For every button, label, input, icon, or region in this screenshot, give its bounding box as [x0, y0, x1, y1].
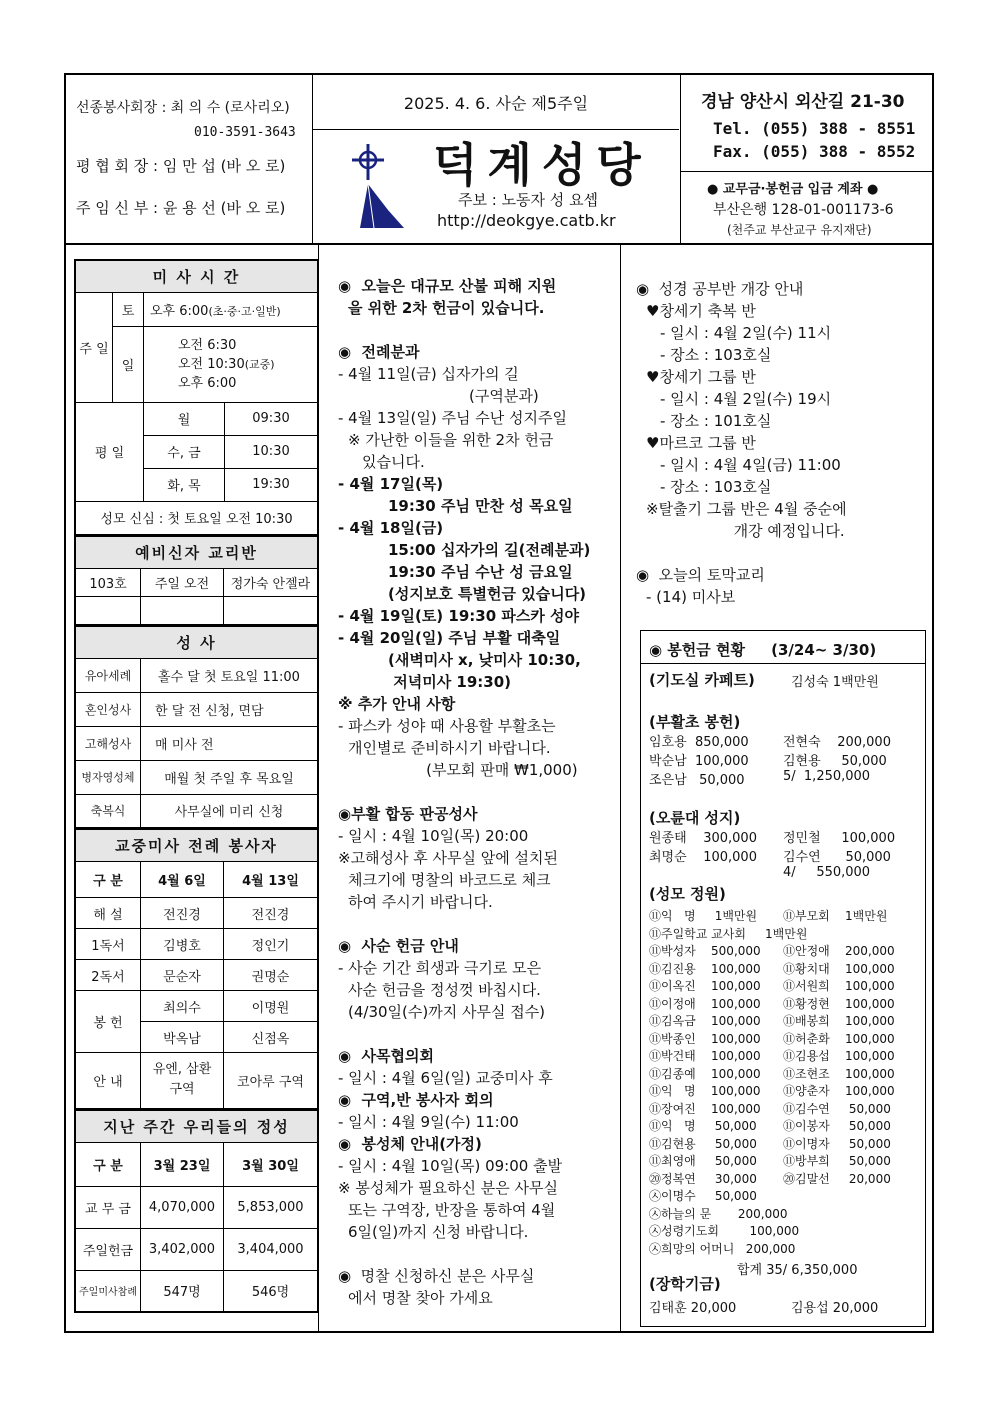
church-name: 덕계성당	[433, 138, 651, 192]
notice-line: - 일시 : 4월 4일(금) 11:00	[660, 456, 841, 474]
notice-line: - 4월 19일(토) 19:30 파스카 성야	[338, 607, 580, 625]
donor-entry: 박순남 100,000	[649, 754, 749, 769]
notices-column	[338, 275, 618, 1309]
donor-entry: ⑪양춘자 100,000	[783, 1084, 895, 1098]
header-officers	[66, 75, 313, 243]
left-column	[74, 259, 319, 1313]
notice-line	[338, 319, 618, 341]
donor-entry: 5/ 1,250,000	[783, 769, 871, 784]
notice-line: ◉ 봉성체 안내(가정)	[338, 1135, 482, 1153]
offering-summary-table: 지난 주간 우리들의 정성 구 분 3월 23일 3월 30일 교 무 금 4,070,000 5,853,000 주일헌금 3,402,000 3,404,000 주일미사참례 547명 546명	[74, 1110, 319, 1314]
website-link[interactable]: http://deokgye.catb.kr	[437, 211, 616, 230]
donor-entry: ⑪익 명 100,000	[649, 1084, 761, 1098]
notice-line: ※ 봉성체가 필요하신 분은 사무실	[338, 1179, 559, 1197]
sacraments-table: 성 사 유아세례 홀수 달 첫 토요일 11:00 혼인성사 한 달 전 신청, 면담 고해성사 매 미사 전 병자영성체 매월 첫 주일 후 목요일 축복식 사무실에 미리 신청	[74, 626, 319, 830]
donor-entry: 임호용 850,000	[649, 735, 749, 750]
notice-line: ♥마르코 그룹 반	[646, 434, 756, 452]
donor-entry: ⑪이정애 100,000	[649, 996, 761, 1011]
notice-line: (부모회 판매 ₩1,000)	[388, 761, 578, 779]
header-contact	[680, 75, 933, 243]
notice-line: 하여 주시기 바랍니다.	[348, 893, 493, 911]
notice-line	[636, 542, 926, 564]
donor-entry: ⑪배봉희 100,000	[783, 1014, 895, 1028]
notice-line: - 4월 18일(금)	[338, 519, 444, 537]
donor-entry: 원종태 300,000	[649, 831, 757, 846]
notice-line: 에서 명찰 찾아 가세요	[348, 1289, 493, 1307]
marian-garden-total: 합계 35/ 6,350,000	[737, 1263, 858, 1278]
officer-line: 평 협 회 장 : 임 만 섭 (바 오 로)	[76, 157, 286, 175]
donor-entry: 최명순 100,000	[649, 850, 757, 865]
notice-line: (성지보호 특별헌금 있습니다)	[388, 585, 587, 603]
notice-line: 사순 헌금을 정성껏 바칩시다.	[348, 981, 541, 999]
donor-entry: ⑪주일학교 교사회 1백만원	[649, 926, 808, 941]
donor-entry: ⑪이봉자 50,000	[783, 1119, 891, 1133]
notice-line: (구역분과)	[388, 387, 539, 405]
notice-line: ◉부활 합동 판공성사	[338, 805, 478, 823]
bulletin-frame	[64, 73, 934, 1333]
donor-entry: ⑪김현용 50,000	[649, 1136, 757, 1151]
catechumen-table: 예비신자 교리반 103호 주일 오전 정가숙 안젤라	[74, 536, 319, 626]
phone: Tel. (055) 388 - 8551	[713, 119, 916, 138]
notice-line: 을 위한 2차 헌금이 있습니다.	[348, 299, 545, 317]
account-title: ● 교무금·봉헌금 입금 계좌 ●	[707, 182, 879, 197]
donor-entry: ㉦하늘의 문 200,000	[649, 1206, 788, 1221]
donor-entry: ⑪이명자 50,000	[783, 1136, 891, 1151]
donor-entry: 조은남 50,000	[649, 773, 745, 788]
notice-line: - 4월 13일(일) 주님 수난 성지주일	[338, 409, 567, 427]
notice-line: ※탈출기 그룹 반은 4월 중순에	[646, 500, 847, 518]
donor-entry: ⑪김용섭 100,000	[783, 1049, 895, 1063]
notice-line: - 4월 20일(일) 주님 부활 대축일	[338, 629, 561, 647]
notice-line	[338, 1023, 618, 1045]
bulletin-date: 2025. 4. 6. 사순 제5주일	[403, 94, 589, 113]
notice-line: ◉ 전례분과	[338, 343, 420, 361]
fax: Fax. (055) 388 - 8552	[713, 142, 916, 161]
donor-entry: ⑪익 명 50,000	[649, 1119, 757, 1133]
notice-line: - 장소 : 103호실	[660, 346, 772, 364]
patron-saint: 주보 : 노동자 성 요셉	[458, 191, 599, 209]
notice-line: - 4월 11일(금) 십자가의 길	[338, 365, 519, 383]
donations-title: ◉ 봉헌금 현황 (3/24~ 3/30)	[649, 641, 877, 659]
donor-entry: ⑪조현조 100,000	[783, 1066, 895, 1081]
notice-line: ◉ 명찰 신청하신 분은 사무실	[338, 1267, 535, 1285]
mass-time-table: 미 사 시 간 주 일 토 오후 6:00(초·중·고·일반) 일 오전 6:30 오전 10:30(교중) 오후 6:00 평 일 월 09:30 수, 금 10:30 화, 목 19:30 성모 신심 : 첫 토요일 오전 10:30	[74, 259, 319, 536]
officer-phone: 010-3591-3643	[194, 125, 296, 140]
notice-line: 6일(일)까지 신청 바랍니다.	[348, 1223, 529, 1241]
bible-study-column	[636, 278, 926, 608]
donor-entry: ⑪김수연 50,000	[783, 1101, 891, 1116]
notice-line: - 사순 기간 희생과 극기로 모은	[338, 959, 542, 977]
officer-line: 주 임 신 부 : 윤 용 선 (바 오 로)	[76, 199, 286, 217]
notice-line: 체크기에 명찰의 바코드로 체크	[348, 871, 551, 889]
notice-line: 19:30 주님 수난 성 금요일	[388, 563, 573, 581]
notice-line: - 파스카 성야 때 사용할 부활초는	[338, 717, 556, 735]
donor-entry: 김현용 50,000	[783, 754, 887, 769]
donations-box: ◉ 봉헌금 현황 (3/24~ 3/30) (기도실 카페트) 김성숙 1백만원 (부활초 봉헌) 임호용 850,000 전현숙 200,000 박순남 100,000 김현용 50,000 조은남 50,000 5/ 1,250,000 (오륜대 성지) 원종태 300,000 정민철 100,000 최명순 100,000 김수연 50,000 4/ 550,000 (성모 정원) ⑪익 명 1백만원 ⑪부모회 1백만원 ⑪주일학교 교사회 1백만원 ⑪박성자 500,000 ⑪안정애 200,000 ⑪김진용 100,000 ⑪황치대 100,000 ⑪이옥진 100,000 ⑪서원희 100,000 ⑪이정애 100,000 ⑪황정현 100,000 ⑪김옥금 100,000 ⑪배봉희 100,000 ⑪박종인 100,000 ⑪허춘화 100,000 ⑪박건태 100,000 ⑪김용섭 100,000 ⑪김종예 100,000 ⑪조현조 100,000 ⑪익 명 100,000 ⑪양춘자 100,000 ⑪장여진 100,000 ⑪김수연 50,000 ⑪익 명 50,000 ⑪이봉자 50,000 ⑪김현용 50,000 ⑪이명자 50,000 ⑪최영애 50,000 ⑪방부희 50,000 ⑳정복연 30,000 ⑳김말선 20,000 ㉦이명수 50,000 ㉦하늘의 문 200,000 ㉦성령기도회 100,000 ㉦희망의 어머니 200,000 합계 35/ 6,350,000 (장학기금) 김태훈 20,000 김용섭 20,000	[640, 630, 926, 1327]
donor-entry: ⑪허춘화 100,000	[783, 1031, 895, 1046]
donor-entry: ⑪황치대 100,000	[783, 961, 895, 976]
notice-line: ※ 가난한 이들을 위한 2차 헌금	[348, 431, 554, 449]
officer-line: 선종봉사회장 : 최 의 수 (로사리오)	[76, 100, 290, 116]
donor-entry: ⑪장여진 100,000	[649, 1101, 761, 1116]
donor-entry: ㉦이명수 50,000	[649, 1189, 757, 1203]
donor-entry: ㉦성령기도회 100,000	[649, 1224, 800, 1238]
weekday-label: 평 일	[75, 402, 144, 501]
donor-entry: 4/ 550,000	[783, 865, 871, 880]
notice-line: ◉ 사순 헌금 안내	[338, 937, 459, 955]
donor-entry: ⑳정복연 30,000	[649, 1171, 757, 1186]
notice-line: - 일시 : 4월 6일(일) 교중미사 후	[338, 1069, 553, 1087]
notice-line: - 일시 : 4월 2일(수) 11시	[660, 324, 832, 342]
notice-line: ※고해성사 후 사무실 앞에 설치된	[338, 849, 559, 867]
notice-line: - 4월 17일(목)	[338, 475, 444, 493]
notice-line: ◉ 사목협의회	[338, 1047, 434, 1065]
donor-entry: ⑪김옥금 100,000	[649, 1014, 761, 1028]
notice-line: ◉ 성경 공부반 개강 안내	[636, 280, 804, 298]
notice-line: ◉ 오늘의 토막교리	[636, 566, 765, 584]
notice-line: - 장소 : 103호실	[660, 478, 772, 496]
donor-entry: ⑳김말선 20,000	[783, 1171, 891, 1186]
address: 경남 양산시 외산길 21-30	[701, 92, 905, 112]
donor-entry: ⑪서원희 100,000	[783, 979, 895, 993]
donor-entry: ⑪김종예 100,000	[649, 1066, 761, 1081]
notice-line: ※ 추가 안내 사항	[338, 695, 456, 713]
donor-entry: ⑪익 명 1백만원	[649, 909, 758, 923]
notice-line: 19:30 주님 만찬 성 목요일	[388, 497, 573, 515]
bank-account: 부산은행 128-01-001173-6	[713, 202, 894, 218]
notice-line: 또는 구역장, 반장을 통하여 4월	[348, 1201, 556, 1219]
header	[66, 75, 932, 245]
section-title: 미 사 시 간	[75, 260, 318, 292]
notice-line: ◉ 구역,반 봉사자 회의	[338, 1091, 494, 1109]
donor-entry: 전현숙 200,000	[783, 735, 891, 750]
notice-line: 15:00 십자가의 길(전례분과)	[388, 541, 591, 559]
notice-line: 있습니다.	[362, 453, 425, 471]
donor-entry: ⑪방부희 50,000	[783, 1154, 891, 1168]
notice-line: ♥창세기 그룹 반	[646, 368, 756, 386]
notice-line: (4/30일(수)까지 사무실 접수)	[348, 1003, 546, 1021]
donor-entry: ⑪김진용 100,000	[649, 961, 761, 976]
donor-entry: ⑪박성자 500,000	[649, 944, 761, 958]
notice-line: 개강 예정입니다.	[686, 522, 845, 540]
donor-entry: ⑪최영애 50,000	[649, 1154, 757, 1168]
donor-entry: ⑪박건태 100,000	[649, 1049, 761, 1063]
marian-devotion: 성모 신심 : 첫 토요일 오전 10:30	[75, 501, 318, 535]
donor-entry: ⑪부모회 1백만원	[783, 909, 888, 923]
donor-entry: 정민철 100,000	[783, 831, 896, 846]
donor-entry: ⑪박종인 100,000	[649, 1031, 761, 1046]
sunday-label: 주 일	[75, 292, 113, 402]
liturgy-servers-table: 교중미사 전례 봉사자 구 분 4월 6일 4월 13일 해 설 전진경 전진경 1독서 김병호 정인기 2독서 문순자 권명순 봉 헌 최의수 이명원 박옥남 신점옥 안 내 유엔, 삼환 구역 코아루 구역	[74, 829, 319, 1110]
donor-entry: ⑪안정애 200,000	[783, 944, 895, 958]
notice-line	[338, 1243, 618, 1265]
donor-entry: ⑪황정현 100,000	[783, 996, 895, 1011]
notice-line: - (14) 미사보	[646, 588, 736, 606]
notice-line	[338, 913, 618, 935]
header-title-block	[313, 75, 679, 243]
notice-line: (새벽미사 x, 낮미사 10:30,	[388, 651, 581, 669]
notice-line: - 일시 : 4월 9일(수) 11:00	[338, 1113, 519, 1131]
notice-line: ◉ 오늘은 대규모 산불 피해 지원	[338, 277, 557, 295]
account-owner: (천주교 부산교구 유지재단)	[727, 223, 872, 237]
notice-line: 개인별로 준비하시기 바랍니다.	[348, 739, 551, 757]
notice-line: ♥창세기 축복 반	[646, 302, 756, 320]
notice-line: - 일시 : 4월 10일(목) 20:00	[338, 827, 529, 845]
donor-entry: 김수연 50,000	[783, 850, 891, 865]
church-logo-icon	[348, 140, 410, 230]
donor-entry: ㉦희망의 어머니 200,000	[649, 1241, 796, 1256]
notice-line	[338, 781, 618, 803]
notice-line: - 일시 : 4월 2일(수) 19시	[660, 390, 832, 408]
donor-entry: ⑪이옥진 100,000	[649, 979, 761, 993]
notice-line: - 장소 : 101호실	[660, 412, 772, 430]
notice-line: 저녁미사 19:30)	[388, 673, 512, 691]
notice-line: - 일시 : 4월 10일(목) 09:00 출발	[338, 1157, 563, 1175]
